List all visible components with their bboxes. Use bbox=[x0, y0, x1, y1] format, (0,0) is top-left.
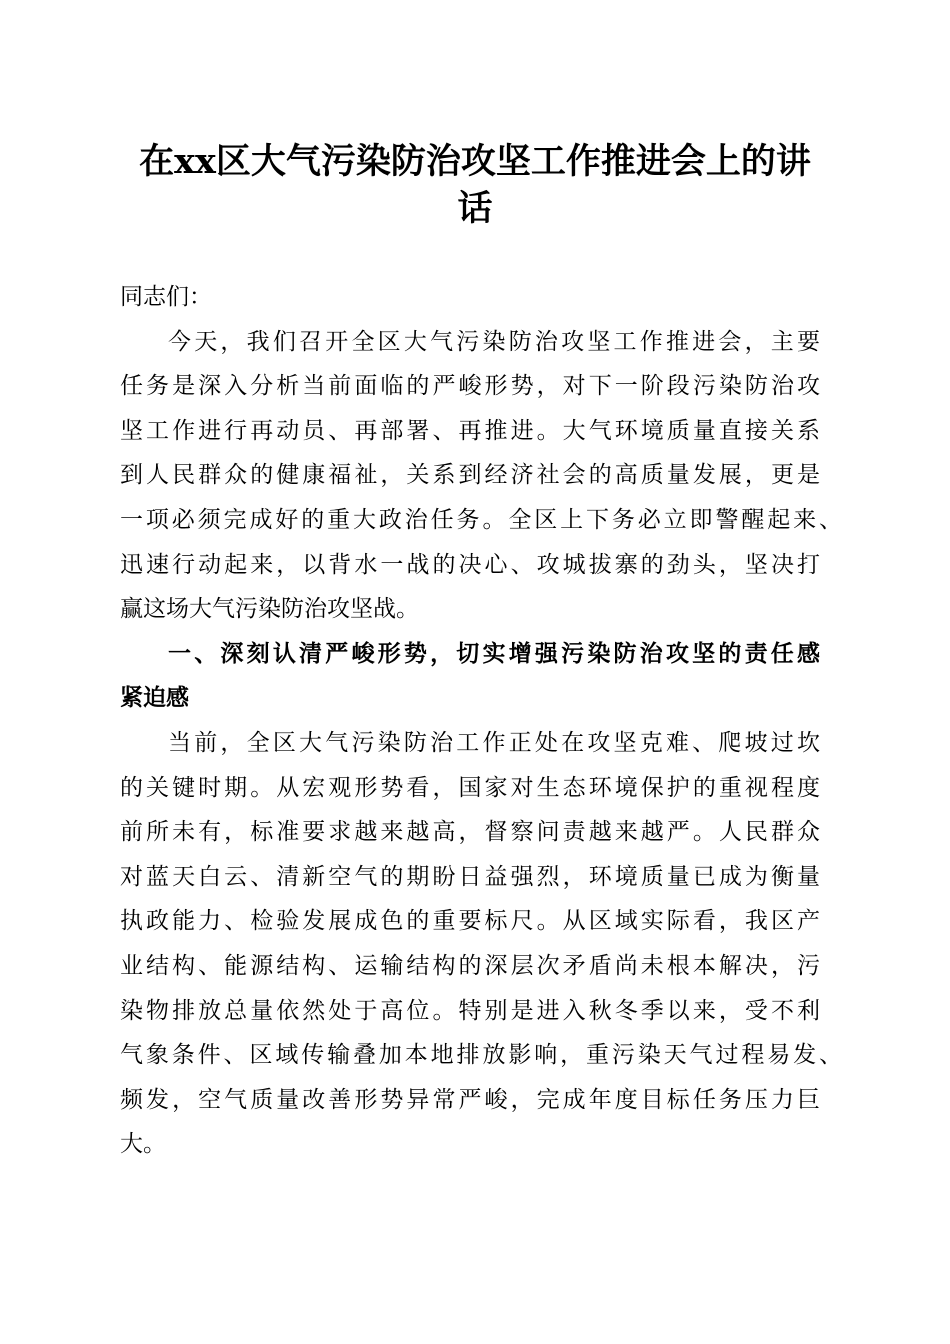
title-line: 在xx区大气污染防治攻坚工作推进会上的讲 bbox=[139, 141, 811, 182]
section-heading-line: 紧迫感 bbox=[120, 685, 189, 712]
title-line: 话 bbox=[457, 188, 493, 229]
paragraph-line: 迅速行动起来，以背水一战的决心、攻城拔寨的劲头，坚决打 bbox=[120, 551, 820, 578]
paragraph-line: 一项必须完成好的重大政治任务。全区上下务必立即警醒起来、 bbox=[120, 506, 842, 533]
salutation: 同志们： bbox=[120, 284, 212, 310]
paragraph-line: 到人民群众的健康福祉，关系到经济社会的高质量发展，更是 bbox=[120, 462, 820, 489]
paragraph-line: 今天，我们召开全区大气污染防治攻坚工作推进会，主要 bbox=[168, 328, 820, 355]
paragraph-line: 当前，全区大气污染防治工作正处在攻坚克难、爬坡过坎 bbox=[168, 729, 820, 756]
paragraph-line: 频发，空气质量改善形势异常严峻，完成年度目标任务压力巨 bbox=[120, 1086, 820, 1113]
paragraph-line: 前所未有，标准要求越来越高，督察问责越来越严。人民群众 bbox=[120, 819, 820, 846]
paragraph-line: 坚工作进行再动员、再部署、再推进。大气环境质量直接关系 bbox=[120, 417, 820, 444]
paragraph-line: 业结构、能源结构、运输结构的深层次矛盾尚未根本解决，污 bbox=[120, 952, 820, 979]
paragraph-line: 的关键时期。从宏观形势看，国家对生态环境保护的重视程度 bbox=[120, 774, 820, 801]
paragraph-line: 执政能力、检验发展成色的重要标尺。从区域实际看，我区产 bbox=[120, 908, 820, 935]
document-title bbox=[120, 138, 830, 232]
paragraph-line: 任务是深入分析当前面临的严峻形势，对下一阶段污染防治攻 bbox=[120, 373, 820, 400]
paragraph-line: 气象条件、区域传输叠加本地排放影响，重污染天气过程易发、 bbox=[120, 1042, 842, 1069]
section-heading-line: 一、深刻认清严峻形势，切实增强污染防治攻坚的责任感 bbox=[168, 640, 820, 667]
paragraph-line: 大。 bbox=[120, 1131, 166, 1158]
paragraph-line: 赢这场大气污染防治攻坚战。 bbox=[120, 596, 419, 623]
paragraph-line: 对蓝天白云、清新空气的期盼日益强烈，环境质量已成为衡量 bbox=[120, 863, 820, 890]
document-body bbox=[120, 275, 842, 1167]
paragraph-line: 染物排放总量依然处于高位。特别是进入秋冬季以来，受不利 bbox=[120, 997, 820, 1024]
